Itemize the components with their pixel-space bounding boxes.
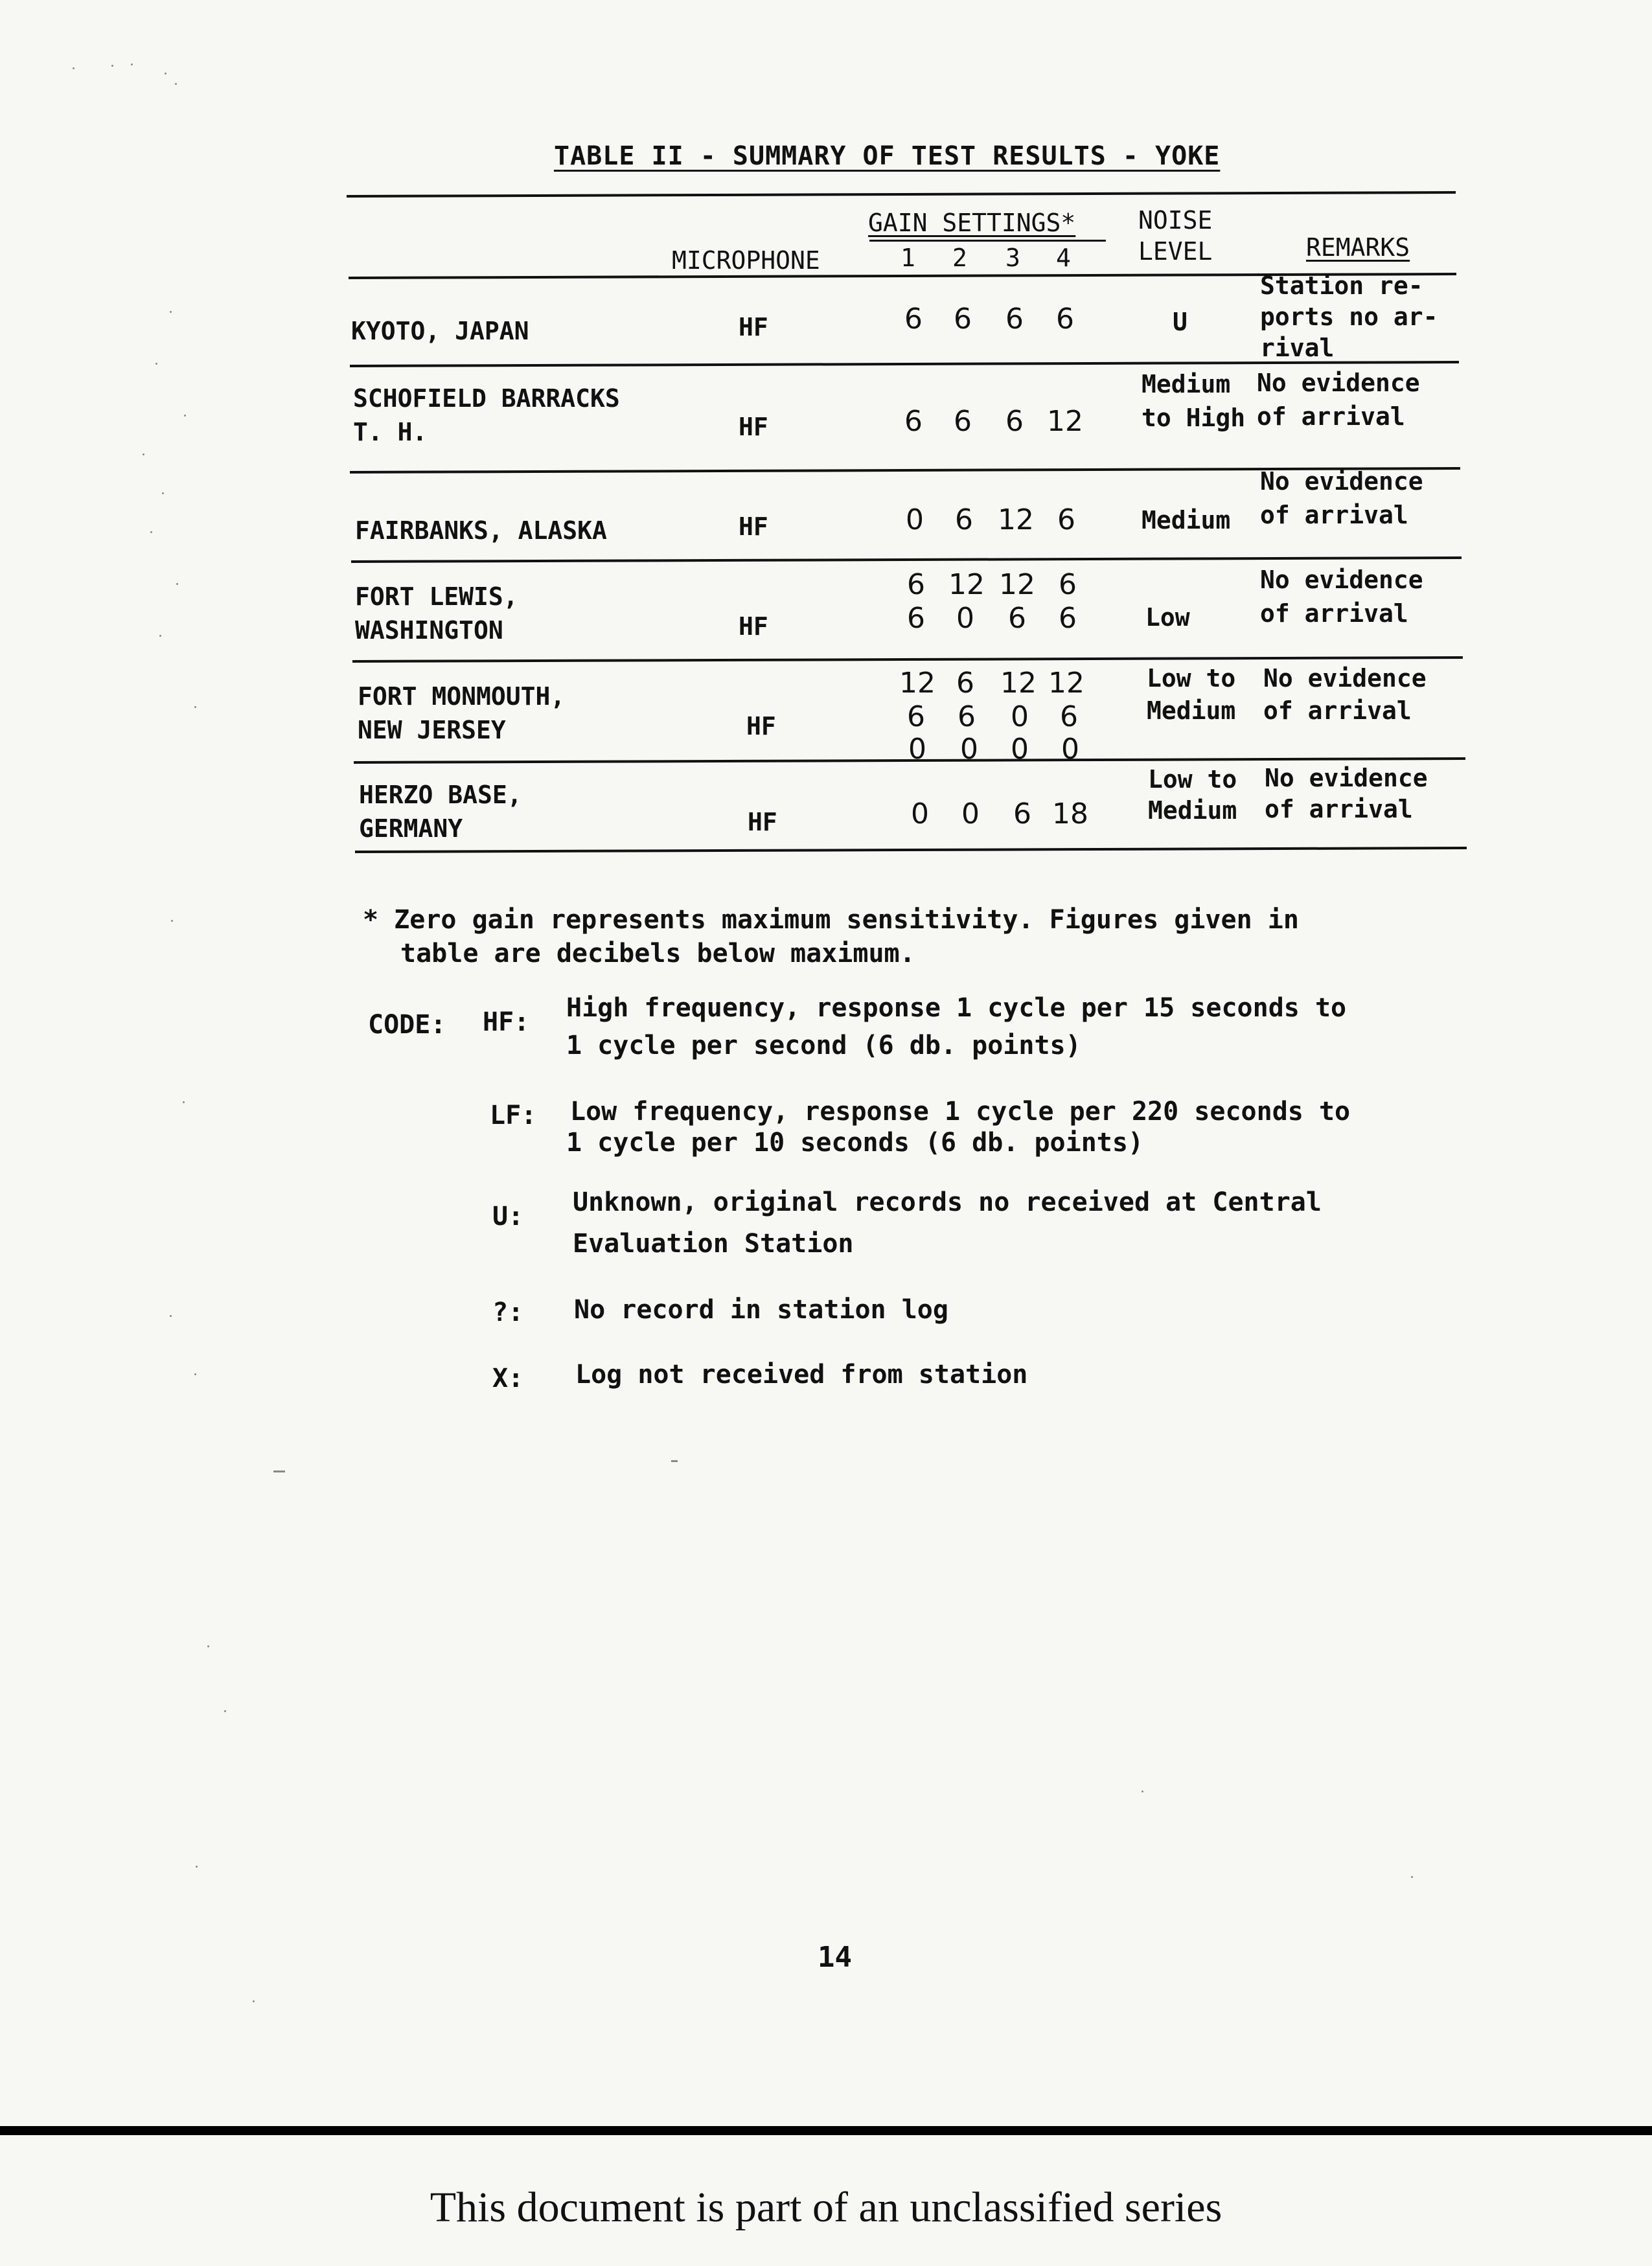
gain-value: 12 bbox=[1047, 405, 1083, 438]
gain-header-underline bbox=[869, 240, 1106, 242]
row-station: T. H. bbox=[353, 418, 428, 446]
gain-value: 0 bbox=[956, 602, 974, 635]
noise-level: Medium bbox=[1147, 696, 1236, 725]
gain-value: 0 bbox=[911, 797, 929, 830]
gain-value: 6 bbox=[956, 667, 974, 700]
remarks-line: Station re- bbox=[1260, 271, 1423, 300]
code-desc: Evaluation Station bbox=[573, 1229, 854, 1259]
remarks-line: No evidence bbox=[1265, 764, 1428, 792]
code-key: LF: bbox=[490, 1101, 537, 1130]
gain-value: 6 bbox=[907, 602, 925, 635]
gain-value: 6 bbox=[1057, 503, 1075, 536]
gain-value: 6 bbox=[1008, 602, 1026, 635]
gain-value: 0 bbox=[1011, 733, 1029, 766]
row-station: GERMANY bbox=[359, 814, 463, 843]
row-station: KYOTO, JAPAN bbox=[351, 317, 529, 345]
gain-value: 0 bbox=[1061, 733, 1079, 766]
header-microphone: MICROPHONE bbox=[672, 246, 820, 275]
row-microphone: HF bbox=[739, 512, 768, 541]
row-microphone: HF bbox=[739, 413, 768, 441]
header-remarks: REMARKS bbox=[1306, 233, 1410, 262]
row-microphone: HF bbox=[739, 313, 768, 341]
gain-value: 6 bbox=[907, 700, 925, 733]
gain-value: 6 bbox=[1005, 303, 1024, 336]
code-key: HF: bbox=[483, 1007, 530, 1037]
gain-value: 6 bbox=[1060, 700, 1078, 733]
gain-value: 6 bbox=[958, 700, 976, 733]
remarks-line: rival bbox=[1260, 334, 1335, 362]
gain-value: 18 bbox=[1052, 797, 1088, 830]
gain-value: 0 bbox=[908, 733, 926, 766]
remarks-line: of arrival bbox=[1260, 501, 1408, 529]
noise-level: Medium bbox=[1141, 506, 1231, 534]
header-gain-col-1: 1 bbox=[901, 244, 915, 272]
code-desc: No record in station log bbox=[574, 1295, 948, 1325]
code-label: CODE: bbox=[368, 1010, 446, 1040]
gain-value: 0 bbox=[961, 797, 980, 830]
header-noise: NOISE bbox=[1138, 206, 1213, 235]
noise-level: Low to bbox=[1148, 765, 1237, 794]
remarks-line: No evidence bbox=[1260, 566, 1423, 594]
header-gain-settings: GAIN SETTINGS* bbox=[868, 209, 1076, 237]
remarks-line: No evidence bbox=[1263, 664, 1427, 692]
code-key: U: bbox=[492, 1202, 524, 1231]
row-station: FORT LEWIS, bbox=[355, 582, 518, 611]
footer-text: This document is part of an unclassified series bbox=[430, 2184, 1222, 2231]
code-desc: Low frequency, response 1 cycle per 220 seconds to bbox=[570, 1097, 1351, 1127]
gain-value: 0 bbox=[960, 733, 978, 766]
noise-level: to High bbox=[1141, 404, 1246, 432]
gain-value: 6 bbox=[1005, 405, 1024, 438]
gain-value: 6 bbox=[1056, 303, 1074, 336]
footnote-line: table are decibels below maximum. bbox=[400, 939, 915, 968]
gain-value: 12 bbox=[948, 568, 985, 601]
gain-value: 6 bbox=[1059, 602, 1077, 635]
row-station: HERZO BASE, bbox=[359, 781, 522, 809]
footnote-line: * Zero gain represents maximum sensitivity. Figures given in bbox=[363, 905, 1299, 935]
code-desc: 1 cycle per second (6 db. points) bbox=[566, 1031, 1081, 1060]
code-key: X: bbox=[492, 1364, 524, 1393]
remarks-line: of arrival bbox=[1263, 696, 1412, 725]
noise-level: Medium bbox=[1141, 370, 1231, 398]
row-microphone: HF bbox=[746, 712, 776, 740]
gain-value: 0 bbox=[906, 503, 924, 536]
gain-value: 12 bbox=[899, 667, 935, 700]
code-desc: Unknown, original records no received at Central bbox=[573, 1187, 1322, 1217]
gain-value: 6 bbox=[1013, 797, 1031, 830]
remarks-line: ports no ar- bbox=[1260, 303, 1438, 331]
footer-divider bbox=[0, 2126, 1652, 2135]
gain-value: 0 bbox=[1011, 700, 1029, 733]
row-microphone: HF bbox=[739, 612, 768, 641]
gain-value: 6 bbox=[904, 405, 923, 438]
gain-value: 12 bbox=[999, 568, 1035, 601]
gain-value: 6 bbox=[904, 303, 923, 336]
remarks-line: of arrival bbox=[1260, 599, 1408, 628]
table-top-rule bbox=[347, 191, 1456, 198]
table-title: TABLE II - SUMMARY OF TEST RESULTS - YOKE bbox=[554, 141, 1221, 171]
header-gain-col-4: 4 bbox=[1056, 244, 1071, 272]
code-desc: Log not received from station bbox=[575, 1360, 1028, 1390]
gain-value: 6 bbox=[907, 568, 925, 601]
gain-value: 6 bbox=[1059, 568, 1077, 601]
row-station: SCHOFIELD BARRACKS bbox=[353, 384, 620, 413]
gain-value: 6 bbox=[954, 303, 972, 336]
header-gain-col-3: 3 bbox=[1005, 244, 1020, 272]
row-microphone: HF bbox=[748, 808, 777, 836]
row-station: WASHINGTON bbox=[355, 616, 503, 645]
page-number: 14 bbox=[818, 1941, 852, 1974]
gain-value: 12 bbox=[1000, 667, 1037, 700]
gain-value: 6 bbox=[955, 503, 973, 536]
gain-value: 12 bbox=[998, 503, 1034, 536]
remarks-line: No evidence bbox=[1260, 467, 1423, 496]
noise-level: Low to bbox=[1147, 664, 1236, 692]
header-gain-col-2: 2 bbox=[952, 244, 967, 272]
code-key: ?: bbox=[492, 1298, 524, 1327]
remarks-line: of arrival bbox=[1257, 402, 1405, 431]
gain-value: 6 bbox=[954, 405, 972, 438]
remarks-line: of arrival bbox=[1265, 795, 1413, 823]
row-station: NEW JERSEY bbox=[358, 716, 506, 744]
gain-value: 12 bbox=[1048, 667, 1084, 700]
code-desc: High frequency, response 1 cycle per 15 seconds to bbox=[566, 993, 1347, 1023]
noise-level: Medium bbox=[1148, 796, 1237, 825]
remarks-line: No evidence bbox=[1257, 369, 1420, 397]
row-station: FAIRBANKS, ALASKA bbox=[355, 516, 607, 545]
noise-level: Low bbox=[1145, 603, 1190, 632]
table-bottom-rule bbox=[355, 847, 1467, 853]
noise-level: U bbox=[1173, 308, 1187, 336]
code-desc: 1 cycle per 10 seconds (6 db. points) bbox=[566, 1128, 1144, 1158]
header-level: LEVEL bbox=[1138, 237, 1213, 266]
row-station: FORT MONMOUTH, bbox=[358, 682, 566, 711]
